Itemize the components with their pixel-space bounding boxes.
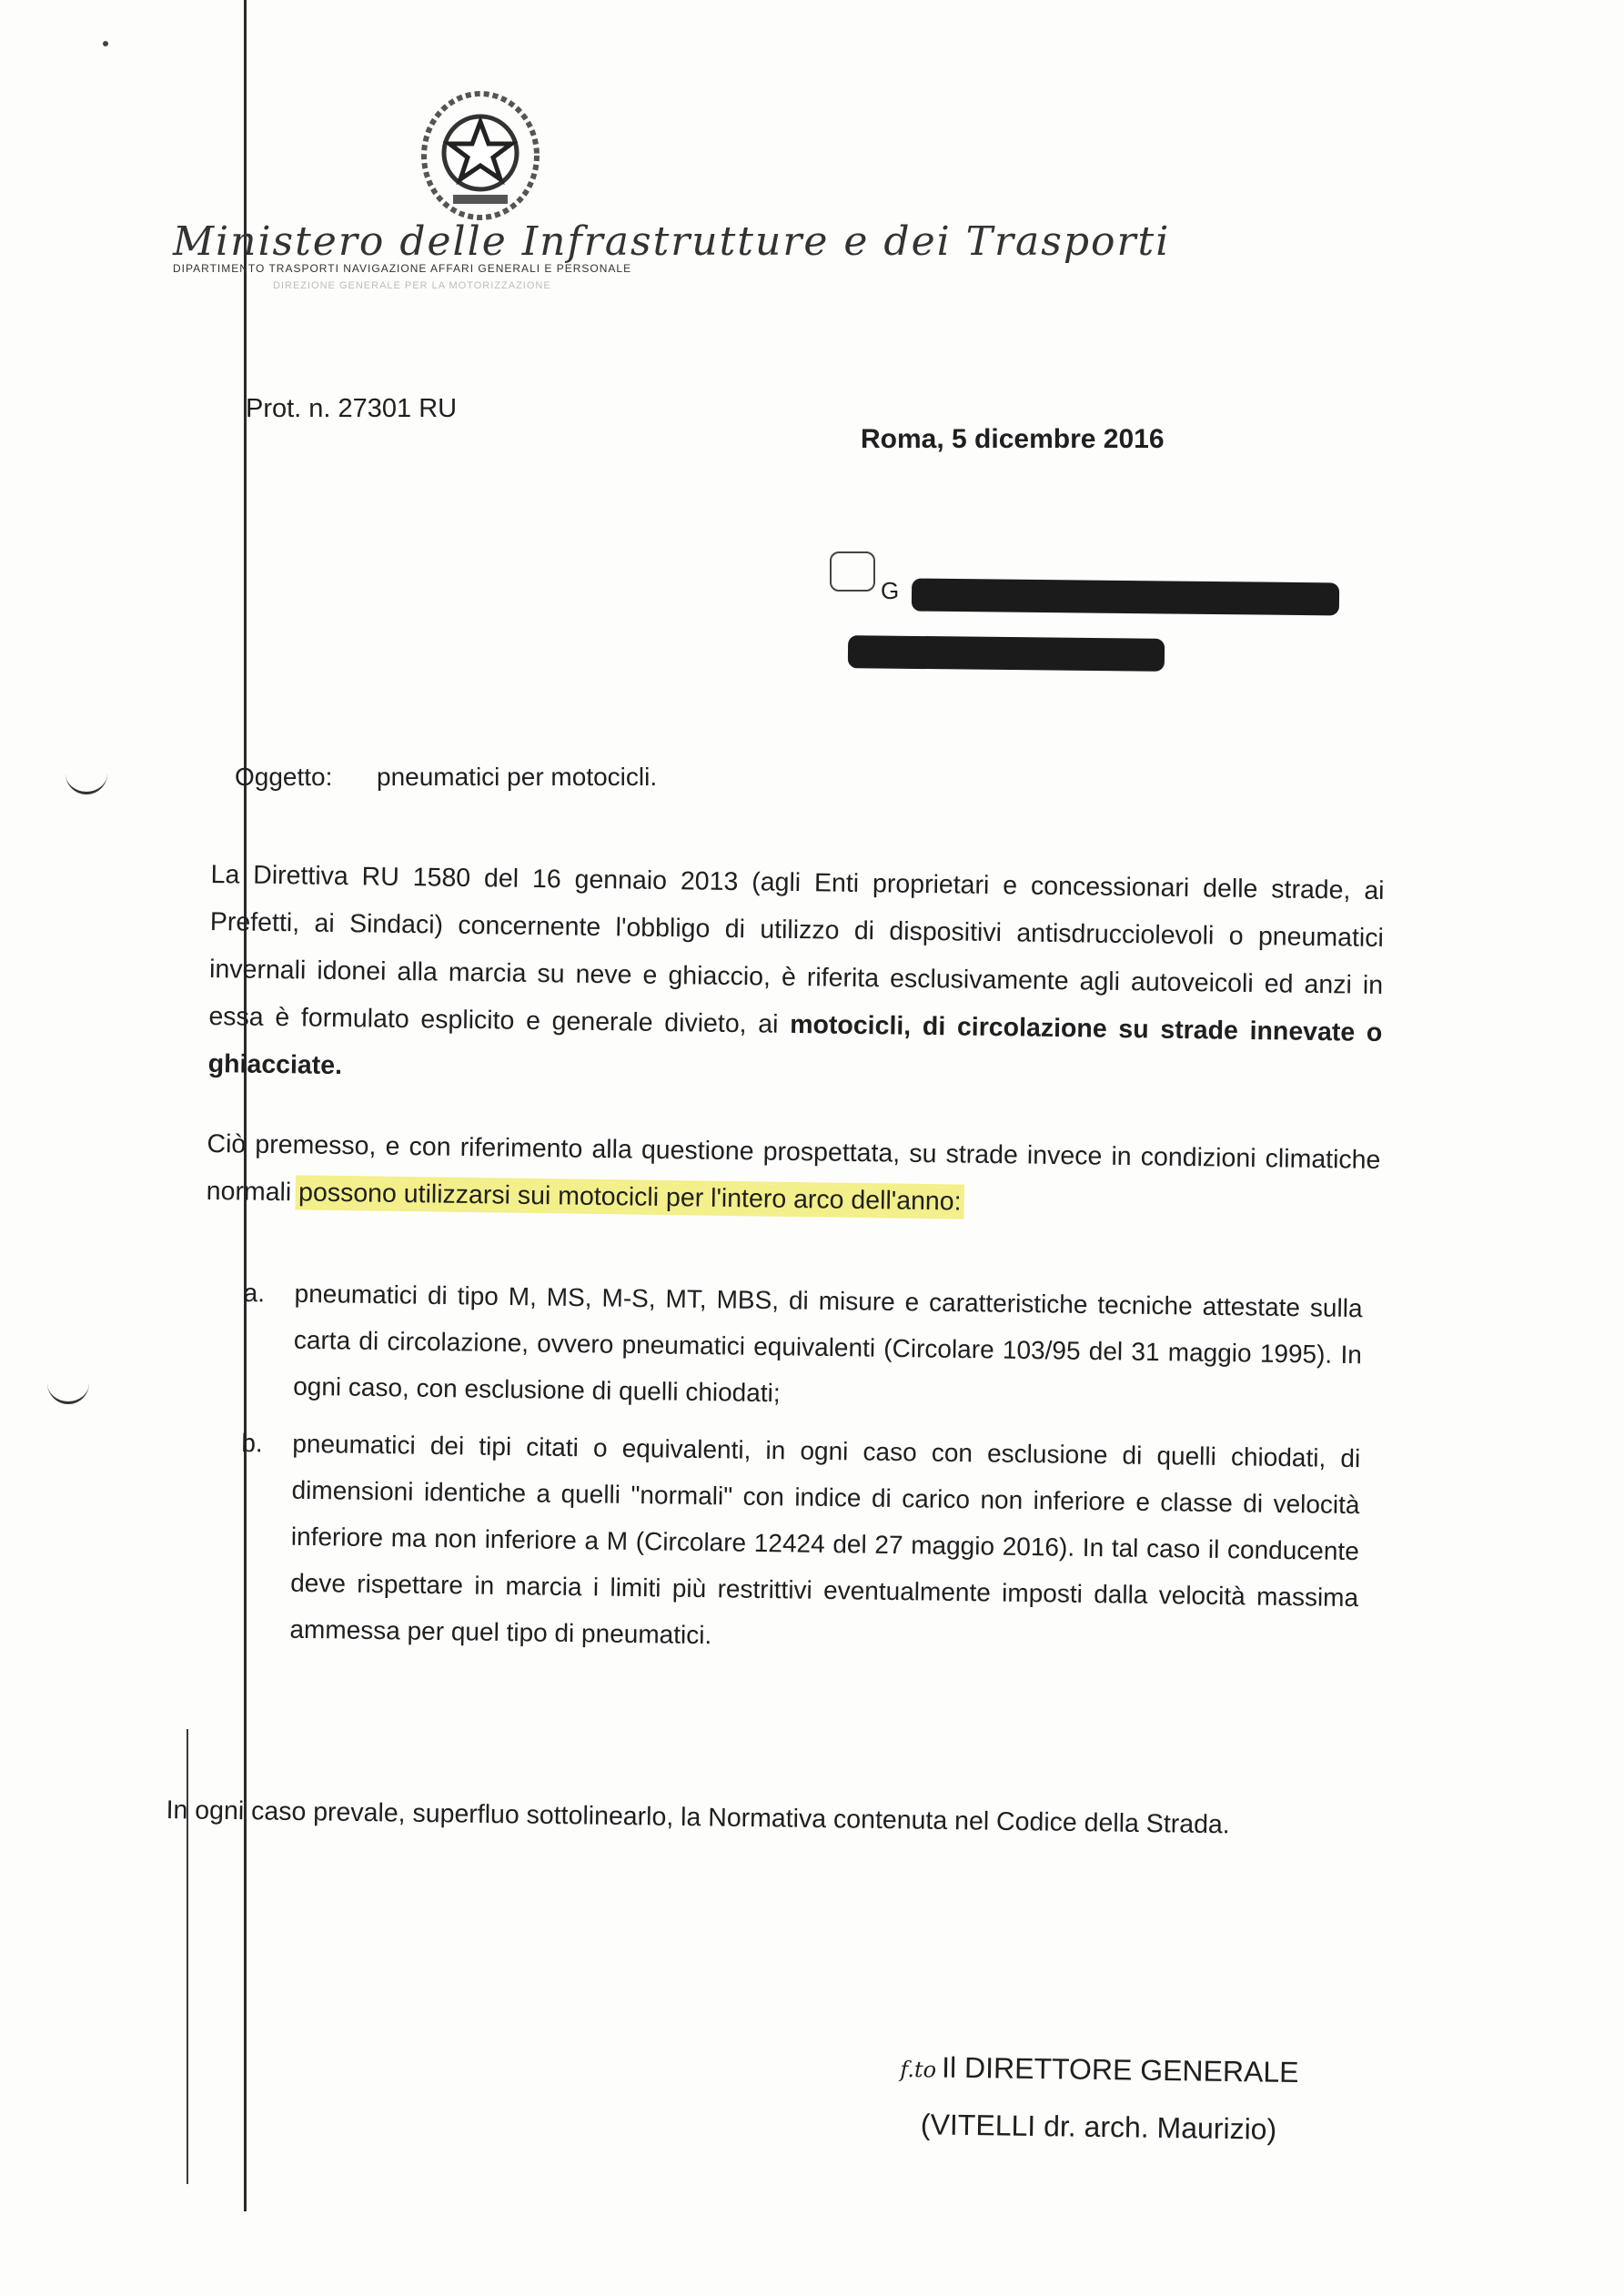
paragraph-1: [207, 851, 1385, 1104]
subject-label: Oggetto:: [235, 763, 333, 791]
tire-list: [238, 1269, 1363, 1678]
signature-title: Il DIRETTORE GENERALE: [941, 2050, 1299, 2089]
directorate-name: DIREZIONE GENERALE PER LA MOTORIZZAZIONE: [273, 280, 551, 291]
highlighted-text: possono utilizzarsi sui motocicli per l'intero arco dell'anno:: [298, 1178, 962, 1217]
speech-bubble-icon: [830, 551, 875, 592]
redaction-bar: [912, 579, 1339, 616]
signature-title-line: [872, 2039, 1327, 2103]
letter-body: [206, 851, 1384, 1231]
paragraph-2-text: Ciò premesso, e con riferimento alla questione prospettata, su strade invece in condizioni climatiche normali: [206, 1128, 1381, 1208]
list-item-label: a.: [243, 1278, 266, 1308]
list-item-text: pneumatici dei tipi citati o equivalenti, in ogni caso con esclusione di quelli chiodati, di dimensioni identiche a quelli "normali" con indice di carico non inferiore e classe di velocità inferiore ma non inferiore a M (Circolare 12424 del 27 maggio 2016). In tal caso il conducente deve rispettare in marcia i limiti più restrittivi eventualmente imposti dalla velocità massima ammessa per quel tipo di pneumatici.: [289, 1429, 1361, 1650]
signature-block: [871, 2039, 1327, 2158]
closing-paragraph: In ogni caso prevale, superfluo sottolinearlo, la Normativa contenuta nel Codice della Strada.: [166, 1795, 1230, 1840]
republic-emblem-icon: [417, 87, 544, 224]
recipient-prefix: G: [881, 577, 900, 604]
list-item-label: b.: [241, 1428, 263, 1458]
paragraph-2: [206, 1120, 1380, 1231]
department-name: DIPARTIMENTO TRASPORTI NAVIGAZIONE AFFARI GENERALI E PERSONALE: [173, 262, 632, 275]
signature-prefix: f.to: [900, 2056, 937, 2083]
signatory-name: (VITELLI dr. arch. Maurizio): [920, 2108, 1277, 2146]
list-item-text: pneumatici di tipo M, MS, M-S, MT, MBS, di misure e caratteristiche tecniche attestate sulla carta di circolazione, ovvero pneumatici equivalenti (Circolare 103/95 del 31 maggio 1995). In ogni caso, con esclusione di quelli chiodati;: [292, 1279, 1363, 1408]
punch-hole-mark: [66, 772, 107, 794]
subject-text: pneumatici per motocicli.: [377, 763, 658, 791]
list-item: [242, 1269, 1363, 1424]
paragraph-1-text: La Direttiva RU 1580 del 16 gennaio 2013 (agli Enti proprietari e concessionari delle strade, ai Prefetti, ai Sindaci) concernente l'obbligo di utilizzo di dispositivi antisdrucciolevoli o pneumatici invernali idonei alla marcia su neve e ghiaccio, è riferita esclusivamente agli autoveicoli ed anzi in essa è formulato esplicito e generale divieto, ai: [208, 859, 1385, 1039]
ministry-name: Ministero delle Infrastrutture e dei Trasporti: [173, 218, 1171, 265]
redaction-bar: [848, 635, 1165, 672]
subject-line: [235, 763, 657, 792]
scan-speck: [103, 41, 108, 46]
punch-hole-mark: [47, 1381, 89, 1404]
letter-date: Roma, 5 dicembre 2016: [861, 424, 1165, 454]
protocol-number: Prot. n. 27301 RU: [246, 394, 458, 423]
list-item: [238, 1420, 1360, 1667]
paragraph-1-bold: motocicli, di circolazione su strade innevate o ghiacciate.: [207, 1009, 1383, 1081]
